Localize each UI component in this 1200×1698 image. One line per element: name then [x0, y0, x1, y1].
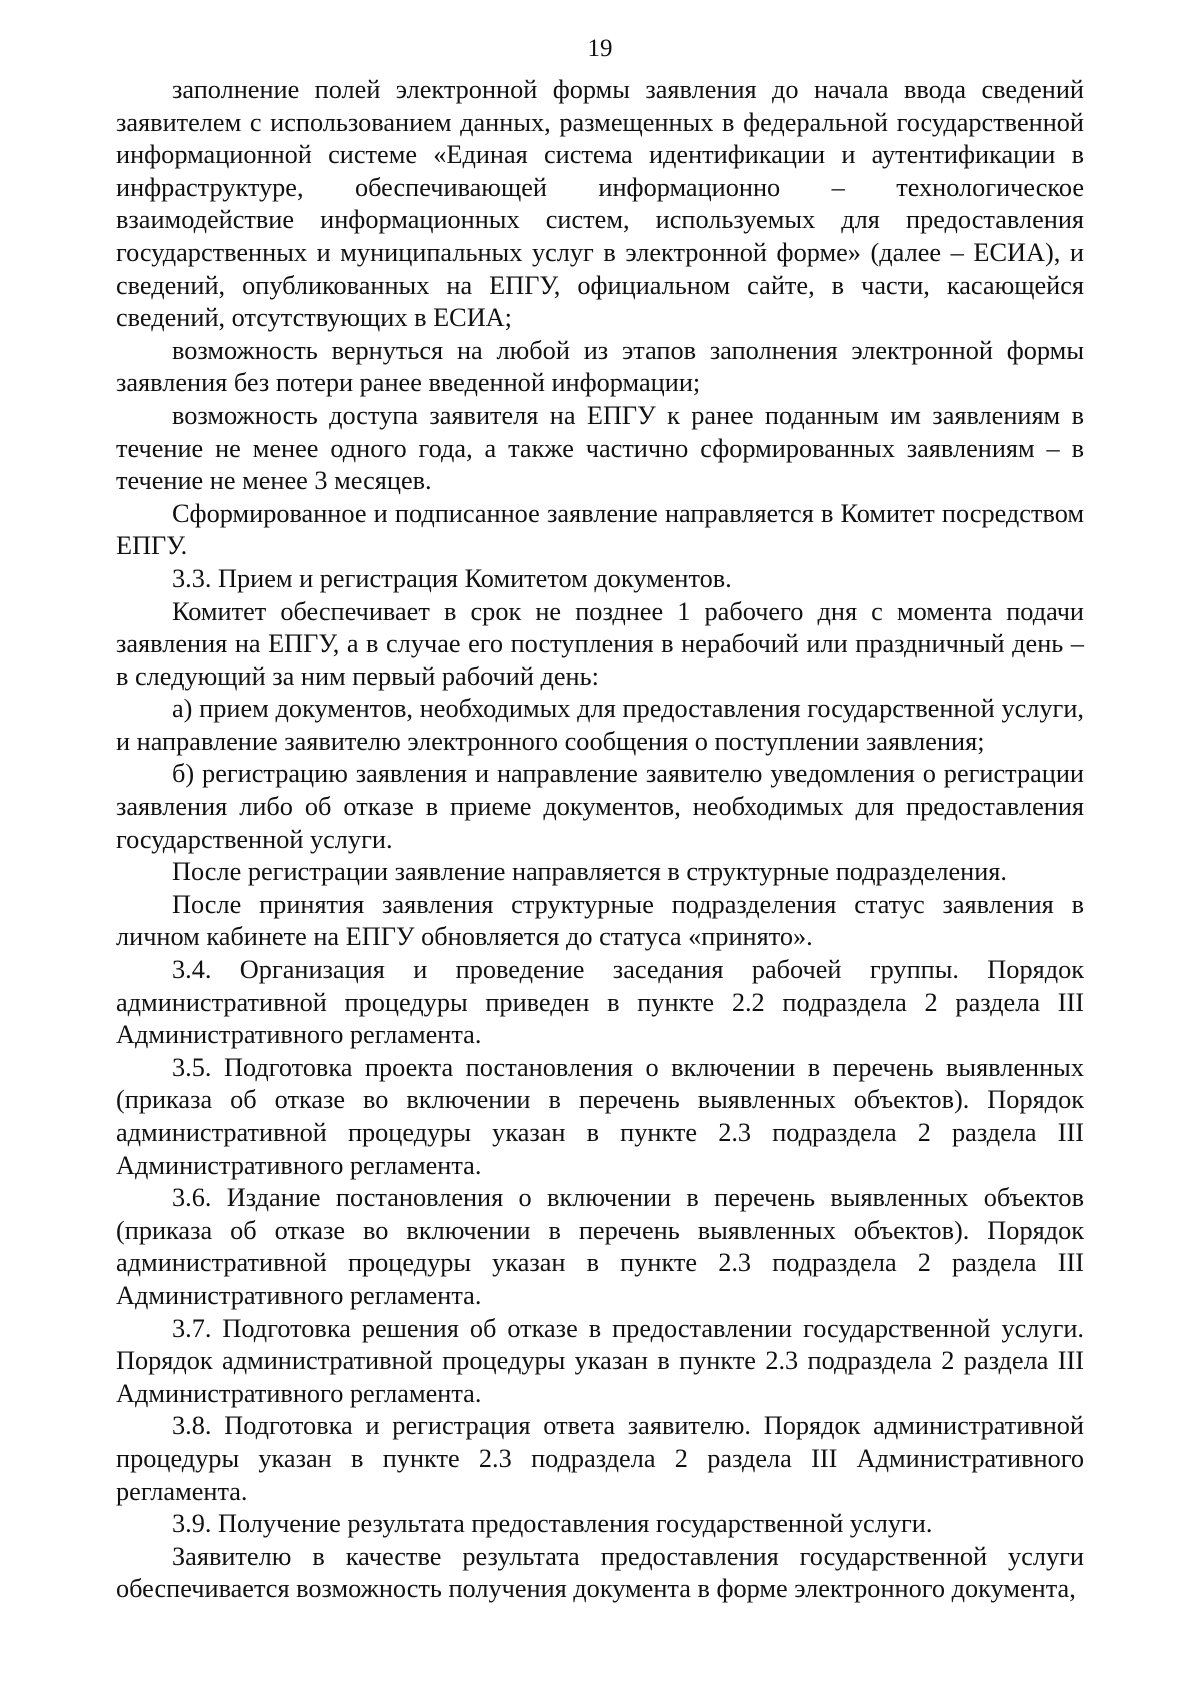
- paragraph-after-registration: После регистрации заявление направляется в структурные подразделения.: [172, 857, 1007, 887]
- paragraph-access-previous-applications: возможность доступа заявителя на ЕПГУ к ранее поданным им заявлениям в течение не менее одного года, а также частично сформированных заявлениям – в течение не менее 3 месяцев.: [116, 400, 1084, 496]
- section-3-5: 3.5. Подготовка проекта постановления о включении в перечень выявленных (приказа об отказе во включении в перечень выявленных объектов). Порядок административной процедуры указан в пункте 2.3 подраздела 2 раздела III Административного регламента.: [116, 1052, 1084, 1180]
- list-item-b: б) регистрацию заявления и направление заявителю уведомления о регистрации заявления либо об отказе в приеме документов, необходимых для предоставления государственной услуги.: [116, 759, 1084, 854]
- list-item-a: а) прием документов, необходимых для предоставления государственной услуги, и направление заявителю электронного сообщения о поступлении заявления;: [116, 694, 1084, 756]
- section-3-6: 3.6. Издание постановления о включении в перечень выявленных объектов (приказа об отказе во включении в перечень выявленных объектов). Порядок административной процедуры указан в пункте 2.3 подраздела 2 раздела III Административного регламента.: [116, 1183, 1084, 1310]
- section-heading-3-3: 3.3. Прием и регистрация Комитетом документов.: [172, 563, 732, 593]
- section-3-8: 3.8. Подготовка и регистрация ответа заявителю. Порядок административной процедуры указан в пункте 2.3 подраздела 2 раздела III Административного регламента.: [116, 1411, 1084, 1506]
- section-3-4: 3.4. Организация и проведение заседания рабочей группы. Порядок административной процедуры приведен в пункте 2.2 подраздела 2 раздела III Административного регламента.: [116, 955, 1084, 1050]
- paragraph-status-accepted: После принятия заявления структурные подразделения статус заявления в личном кабинете на ЕПГУ обновляется до статуса «принято».: [116, 889, 1084, 952]
- section-heading-3-9: 3.9. Получение результата предоставления государственной услуги.: [172, 1509, 933, 1539]
- section-3-7: 3.7. Подготовка решения об отказе в предоставлении государственной услуги. Порядок административной процедуры указан в пункте 2.3 подраздела 2 раздела III Административного регламента.: [116, 1313, 1084, 1408]
- paragraph-result-document: Заявителю в качестве результата предоставления государственной услуги обеспечивается возможность получения документа в форме электронного документа,: [116, 1541, 1084, 1604]
- paragraph-committee-deadline: Комитет обеспечивает в срок не позднее 1 рабочего дня с момента подачи заявления на ЕПГУ, а в случае его поступления в нерабочий или праздничный день – в следующий за ним первый рабочий день:: [116, 596, 1084, 691]
- document-body: [116, 74, 1084, 1606]
- paragraph-return-to-steps: возможность вернуться на любой из этапов заполнения электронной формы заявления без потери ранее введенной информации;: [116, 335, 1084, 398]
- paragraph-signed-application: Сформированное и подписанное заявление направляется в Комитет посредством ЕПГУ.: [116, 498, 1084, 561]
- paragraph-esia-form-fill: заполнение полей электронной формы заявления до начала ввода сведений заявителем с использованием данных, размещенных в федеральной государственной информационной системе «Единая система идентификации и аутентификации в инфраструктуре, обеспечивающей информационно – технологическое взаимодействие информационных систем, используемых для предоставления государственных и муниципальных услуг в электронной форме» (далее – ЕСИА), и сведений, опубликованных на ЕПГУ, официальном сайте, в части, касающейся сведений, отсутствующих в ЕСИА;: [116, 75, 1084, 333]
- page-number: 19: [587, 35, 613, 62]
